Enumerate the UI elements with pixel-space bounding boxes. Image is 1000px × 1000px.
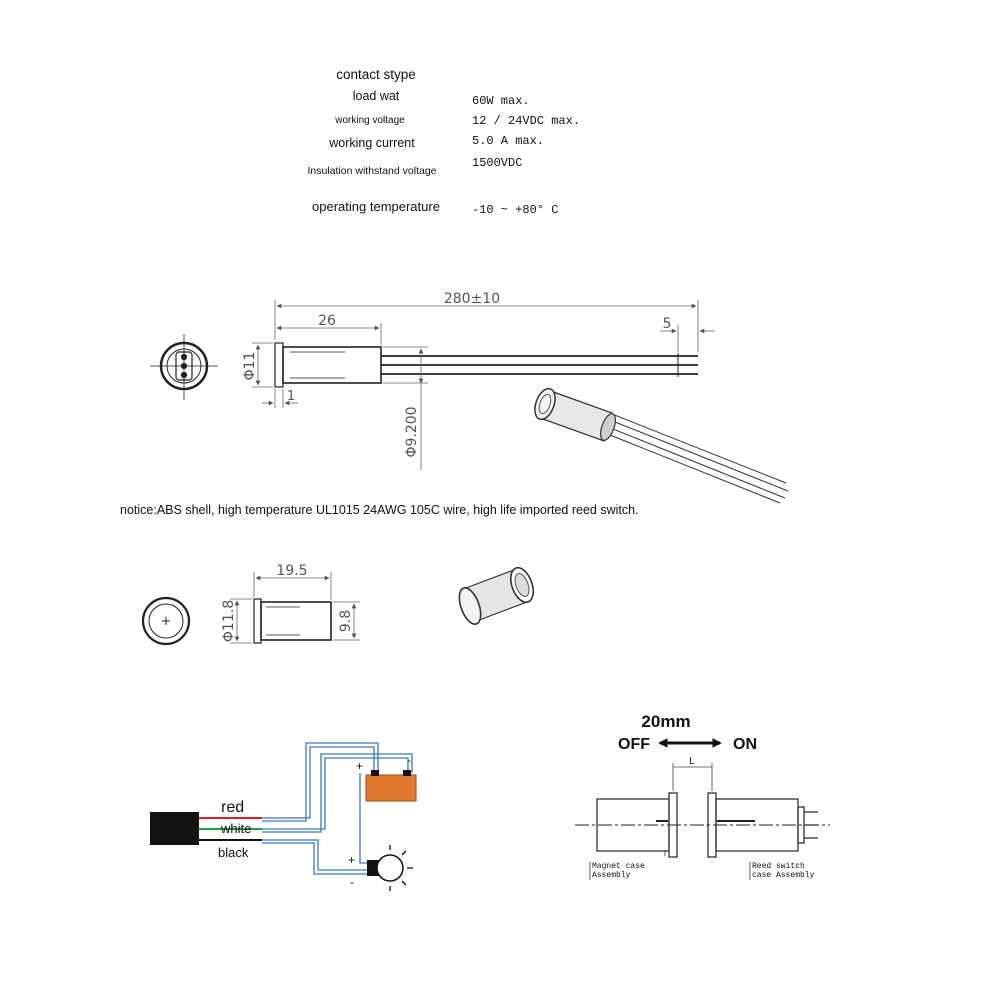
sensor-end-view: [150, 334, 218, 400]
3d-wire-4: [605, 433, 780, 503]
magnet-end-view: [143, 598, 189, 644]
spec-value-load: 60W max.: [472, 94, 530, 108]
magnet-length-label: 19.5: [276, 563, 308, 579]
magnet-flange: [254, 599, 261, 643]
lamp-plus-label: +: [348, 853, 356, 867]
sensor-3d-view: [531, 386, 788, 503]
dim-body-label: 26: [318, 313, 336, 329]
sensor-flange: [275, 343, 283, 387]
caption-reed-1: Reed switch: [752, 862, 805, 871]
spec-label-insulation: Insulation withstand voltage: [307, 165, 437, 177]
spec-value-voltage: 12 / 24VDC max.: [472, 114, 581, 128]
sensor-side-view: [242, 291, 715, 470]
magnet-3d-view: [455, 565, 538, 627]
spec-title: contact stype: [336, 67, 416, 82]
spec-value-current: 5.0 A max.: [472, 134, 545, 148]
gap-distance-label: 20mm: [641, 712, 691, 731]
battery-plus-label: +: [356, 759, 364, 773]
battery-minus-label: -: [407, 753, 411, 767]
spec-value-temperature: -10 ~ +80° C: [472, 203, 559, 217]
on-label: ON: [733, 736, 757, 753]
notice-text: notice:ABS shell, high temperature UL1015 24AWG 105C wire, high life imported reed switch.: [120, 503, 639, 517]
battery: [366, 775, 416, 801]
end-view-wire-3: [181, 372, 186, 377]
caption-magnet-2: Assembly: [592, 871, 631, 880]
spec-label-voltage: working voltage: [335, 115, 405, 126]
sensor-body: [283, 347, 381, 383]
end-view-wire-2: [181, 363, 186, 368]
spec-label-current: working current: [329, 136, 415, 150]
magnet-body: [261, 602, 331, 640]
battery-terminal-minus: [403, 770, 411, 776]
caption-magnet-1: Magnet case: [592, 862, 645, 871]
dim-strip-label: 5: [662, 316, 672, 332]
wiring-diagram: [150, 743, 416, 891]
sensor-block: [150, 812, 199, 845]
3d-wire-2: [610, 420, 788, 491]
dim-spread-label: Φ9.200: [404, 406, 420, 458]
lamp-bulb: [377, 855, 403, 881]
dim-total-label: 280±10: [443, 291, 501, 307]
magnet-outer-label: Φ11.8: [221, 599, 237, 643]
spec-label-temperature: operating temperature: [312, 199, 440, 214]
off-label: OFF: [618, 736, 650, 753]
3d-wire-1: [612, 414, 786, 483]
lamp-minus-label: -: [350, 875, 354, 889]
dim-flange-label: 1: [286, 389, 296, 404]
magnet-side-view: [221, 563, 360, 643]
gap-diagram: [575, 712, 830, 880]
label-white: white: [221, 821, 252, 836]
magnet-inner-label: 9.8: [338, 609, 354, 633]
caption-reed-2: case Assembly: [752, 871, 815, 880]
3d-wire-3: [608, 427, 785, 498]
dim-diameter-label: Φ11: [242, 351, 258, 381]
end-view-wire-1: [181, 354, 186, 359]
spec-value-insulation: 1500VDC: [472, 156, 523, 170]
spec-label-load: load wat: [352, 89, 400, 103]
label-black: black: [218, 845, 249, 860]
l-label: L: [689, 756, 695, 767]
battery-terminal-plus: [371, 770, 379, 776]
spec-table: [308, 67, 581, 217]
label-red: red: [221, 799, 245, 816]
